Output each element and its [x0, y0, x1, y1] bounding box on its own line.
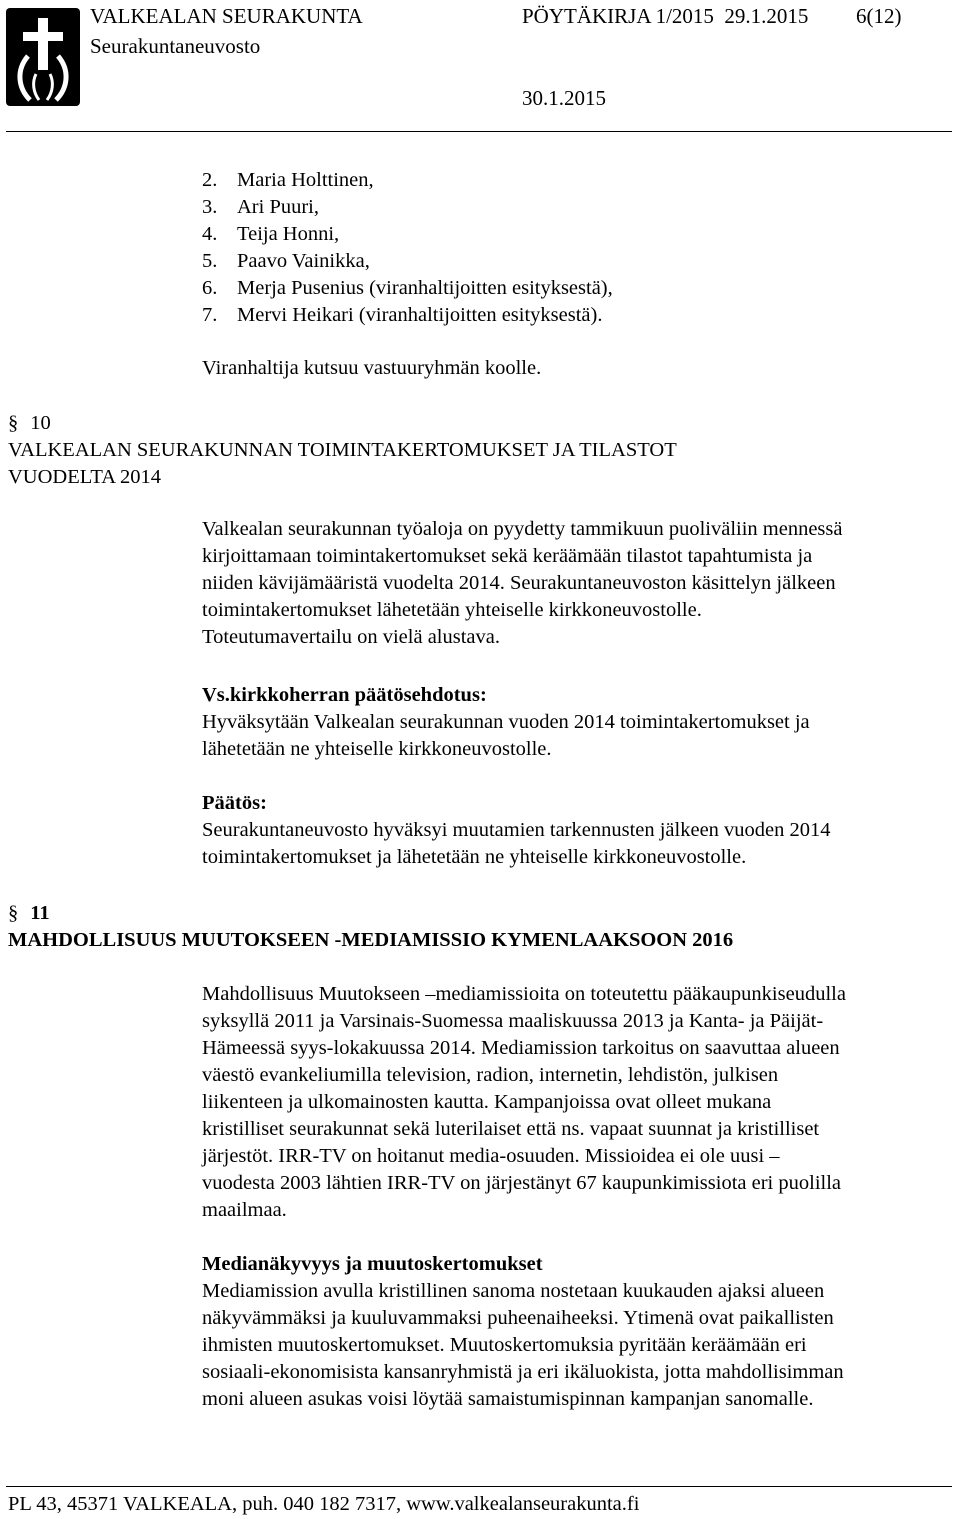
section-10-decision-label: Päätös:: [202, 792, 267, 814]
section-11-title: MAHDOLLISUUS MUUTOKSEEN -MEDIAMISSIO KYMENLAAKSOON 2016: [8, 929, 734, 951]
list-item: 7. Mervi Heikari (viranhaltijoitten esityksestä).: [202, 304, 603, 326]
section-11-heading: § 11 MAHDOLLISUUS MUUTOKSEEN -MEDIAMISSIO KYMENLAAKSOON 2016: [8, 900, 733, 954]
header-organization: VALKEALAN SEURAKUNTA: [90, 4, 363, 28]
section-10-body: Valkealan seurakunnan työaloja on pyydetty tammikuun puoliväliin mennessä kirjoittamaan toimintakertomukset sekä keräämään tilastot tapahtumista ja niiden kävijämääristä vuodelta 2014. Seurakuntaneuvoston käsittelyn jälkeen toimintakertomukset lähetetään yhteiselle kirkkoneuvostolle. Toteutumavertailu on vielä alustava.: [202, 518, 843, 648]
section-10-proposal-label: Vs.kirkkoherran päätösehdotus:: [202, 684, 487, 706]
list-item: 2. Maria Holttinen,: [202, 169, 374, 191]
member-list: [202, 167, 613, 329]
footer-divider: [6, 1486, 952, 1487]
section-11-subheading: Medianäkyvyys ja muutoskertomukset: [202, 1253, 543, 1275]
header-divider: [6, 131, 952, 132]
list-item: 5. Paavo Vainikka,: [202, 250, 370, 272]
section-10-title: VALKEALAN SEURAKUNNAN TOIMINTAKERTOMUKSET JA TILASTOT VUODELTA 2014: [8, 439, 677, 488]
section-10-heading: § 10 VALKEALAN SEURAKUNNAN TOIMINTAKERTOMUKSET JA TILASTOT VUODELTA 2014: [8, 410, 677, 491]
list-item: 4. Teija Honni,: [202, 223, 340, 245]
section-11-body2: Mediamission avulla kristillinen sanoma nostetaan kuukauden ajaksi alueen näkyvämmäksi ja kuuluvammaksi puheenaiheeksi. Ytimenä ovat paikallisten ihmisten muutoskertomukset. Muutoskertomuksia pyritään keräämään eri sosiaali-ekonomisista kansanryhmistä ja eri ikäluokista, jotta mahdollisimman moni alueen asukas voisi löytää samaistumispinnan kampanjan sanomalle.: [202, 1280, 844, 1410]
list-item: 3. Ari Puuri,: [202, 196, 319, 218]
header-page-number: 6(12): [856, 4, 902, 28]
section-10-proposal: Hyväksytään Valkealan seurakunnan vuoden 2014 toimintakertomukset ja lähetetään ne yhteiselle kirkkoneuvostolle.: [202, 711, 810, 760]
section-11-body: Mahdollisuus Muutokseen –mediamissioita on toteutettu pääkaupunkiseudulla syksyllä 2011 ja Varsinais-Suomessa maaliskuussa 2013 ja Kanta- ja Päijät- Hämeessä syys-lokakuussa 2014. Mediamission tarkoitus on saavuttaa alueen väestö evankeliumilla television, radion, internetin, lehdistön, julkisen liikenteen ja ulkomainosten kautta. Kampanjoissa ovat olleet mukana kristilliset seurakunnat sekä luterilaiset että ns. vapaat suunnat ja kristilliset järjestöt. IRR-TV on hoitanut media-osuuden. Missioidea ei ole uusi – vuodesta 2003 lähtien IRR-TV on järjestänyt 67 kaupunkimissiota eri puolilla maailmaa.: [202, 983, 846, 1221]
header-date: 30.1.2015: [522, 86, 606, 110]
list-item: 6. Merja Pusenius (viranhaltijoitten esityksestä),: [202, 277, 613, 299]
footer-address: PL 43, 45371 VALKEALA, puh. 040 182 7317, www.valkealanseurakunta.fi: [8, 1493, 640, 1515]
list-note: Viranhaltija kutsuu vastuuryhmän koolle.: [202, 357, 542, 379]
header-document: PÖYTÄKIRJA 1/2015 29.1.2015: [522, 4, 809, 28]
parish-logo: [6, 8, 80, 106]
header-body: Seurakuntaneuvosto: [90, 34, 261, 58]
section-10-decision: Seurakuntaneuvosto hyväksyi muutamien tarkennusten jälkeen vuoden 2014 toimintakertomukset ja lähetetään ne yhteiselle kirkkoneuvostolle.: [202, 819, 831, 868]
